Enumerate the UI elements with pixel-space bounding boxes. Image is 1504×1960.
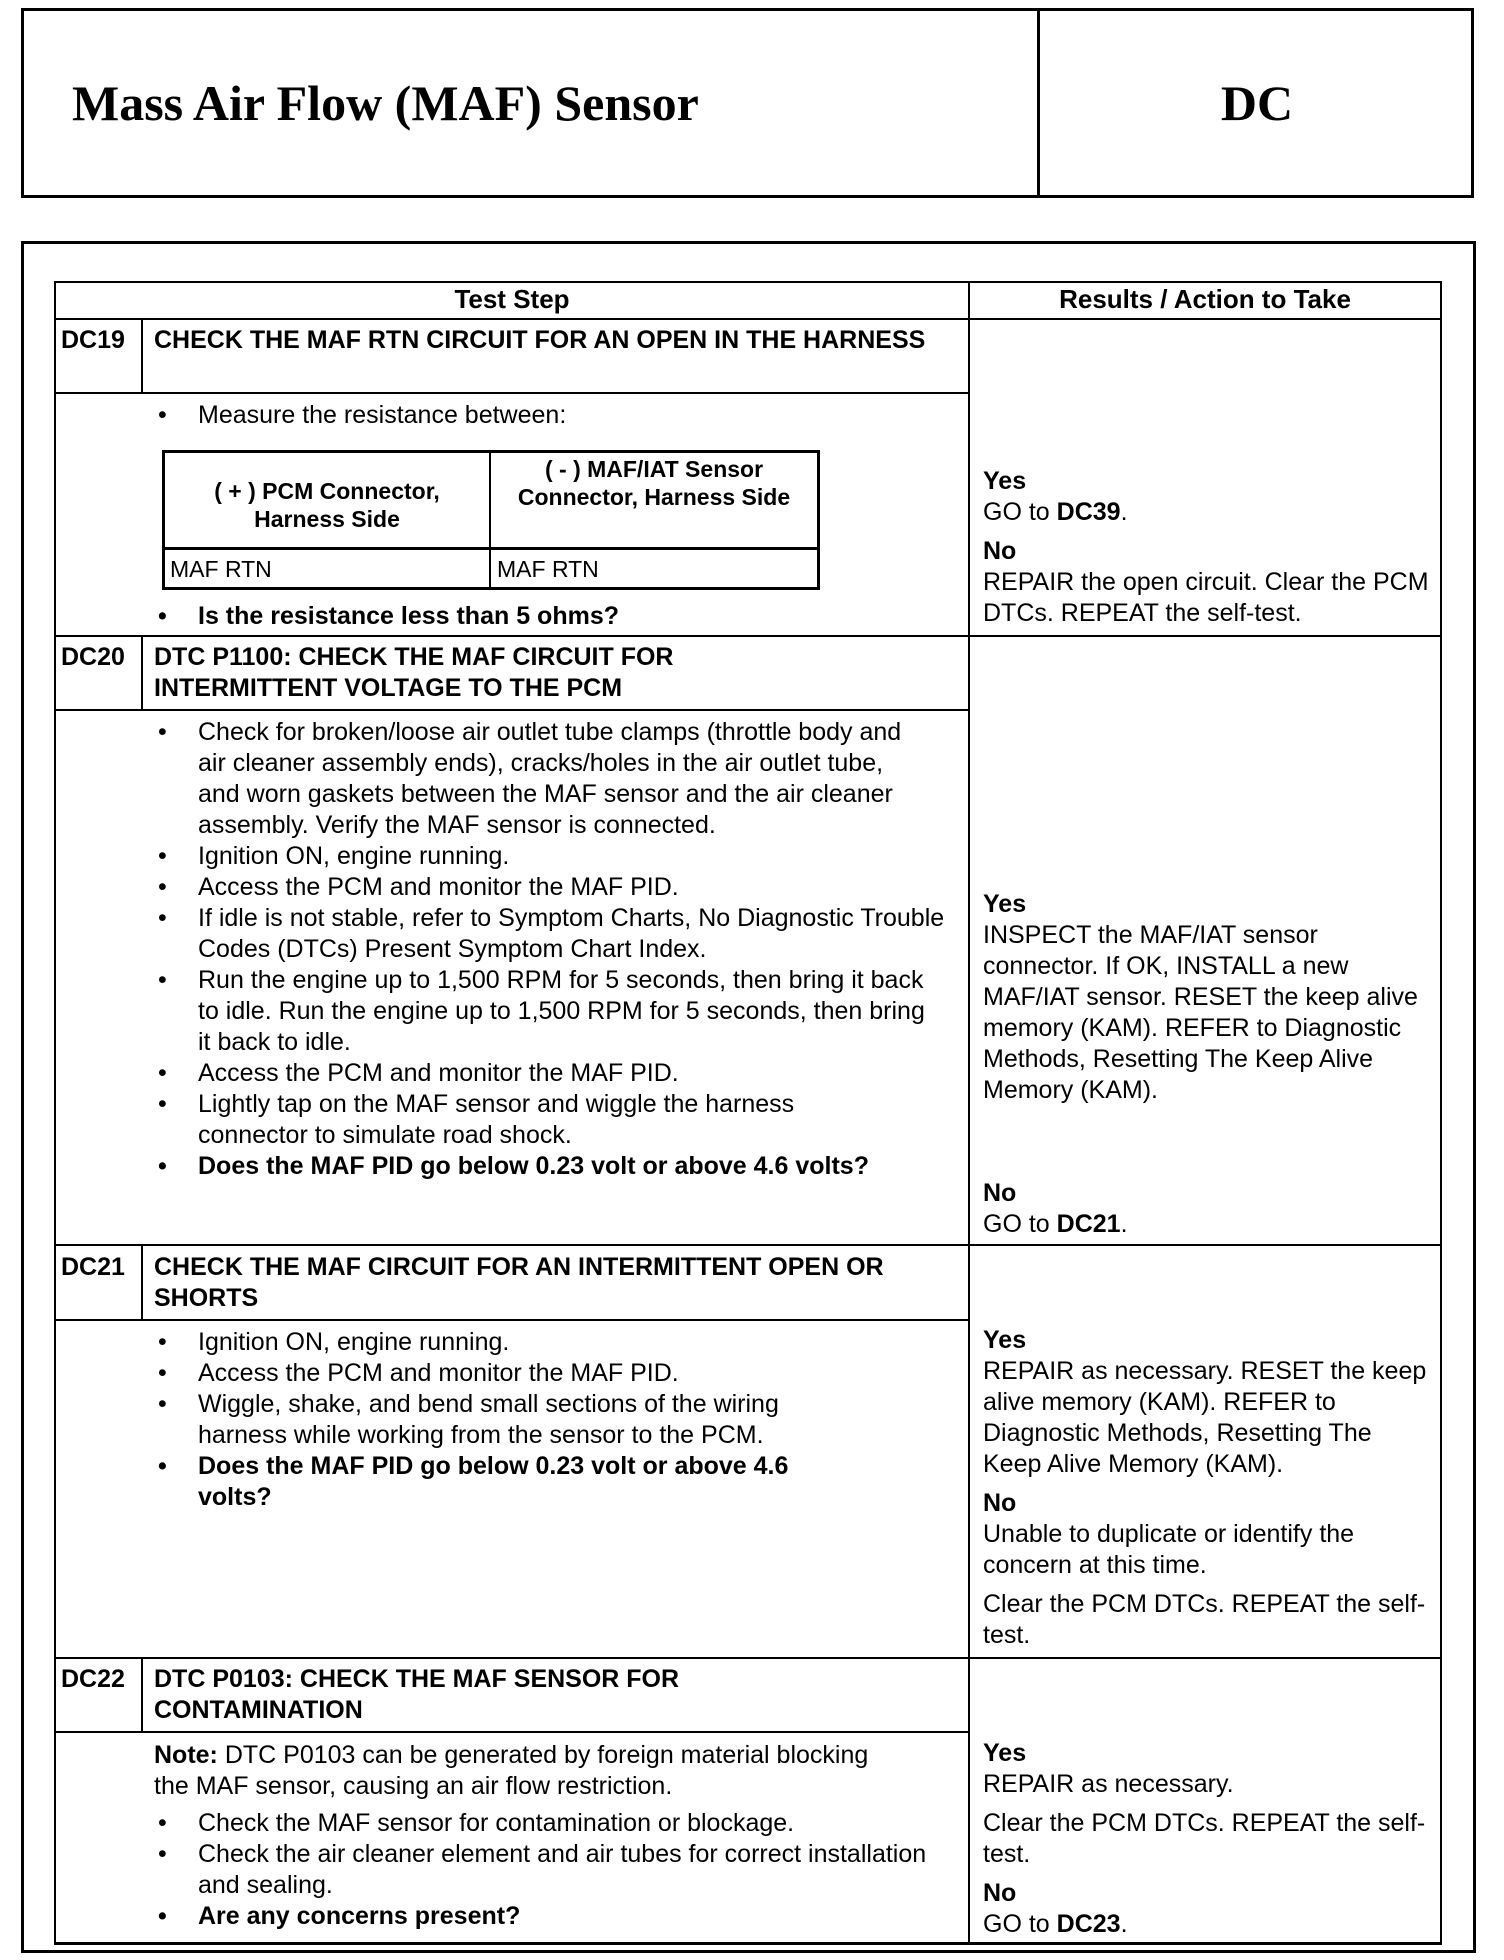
yes-text: INSPECT the MAF/IAT sensor connector. If OK, INSTALL a new MAF/IAT sensor. RESET the keep alive memory (KAM). REFER to Diagnostic Methods, Resetting The Keep Alive Memory (KAM). — [983, 921, 1418, 1104]
step-title: DTC P0103: CHECK THE MAF SENSOR FOR CONTAMINATION — [154, 1665, 680, 1724]
step-instruction: • Access the PCM and monitor the MAF PID. — [156, 1058, 966, 1089]
step-instruction: • Measure the resistance between: — [156, 400, 956, 431]
step-id: DC20 — [61, 643, 125, 671]
step-link[interactable]: DC21 — [1056, 1210, 1121, 1238]
note-text: DTC P0103 can be generated by foreign material blocking the MAF sensor, causing an air flow restriction. — [154, 1741, 869, 1800]
column-header-results: Results / Action to Take — [1059, 284, 1351, 314]
step-title: CHECK THE MAF RTN CIRCUIT FOR AN OPEN IN THE HARNESS — [154, 326, 926, 354]
note-label: Note: — [154, 1741, 218, 1769]
step-question: • Does the MAF PID go below 0.23 volt or above 4.6 volts? — [156, 1151, 966, 1182]
no-text: Unable to duplicate or identify the concern at this time. — [983, 1520, 1355, 1579]
step-link[interactable]: DC23 — [1056, 1910, 1121, 1938]
step-question: • Are any concerns present? — [156, 1901, 946, 1932]
subtable-header-pcm: ( + ) PCM Connector, Harness Side — [214, 478, 440, 532]
step-title: DTC P1100: CHECK THE MAF CIRCUIT FOR INTERMITTENT VOLTAGE TO THE PCM — [154, 643, 674, 702]
step-instruction: • If idle is not stable, refer to Symptom Charts, No Diagnostic Trouble Codes (DTCs) Present Symptom Chart Index. — [156, 903, 966, 965]
step-instruction: • Access the PCM and monitor the MAF PID. — [156, 872, 966, 903]
column-header-test-step: Test Step — [454, 284, 570, 314]
step-results-no — [983, 1178, 1433, 1248]
yes-text-2: Clear the PCM DTCs. REPEAT the self-test. — [983, 1809, 1426, 1868]
no-label: No — [983, 1179, 1017, 1207]
step-results — [983, 1738, 1435, 1948]
no-text: REPAIR the open circuit. Clear the PCM DTCs. REPEAT the self-test. — [983, 568, 1429, 627]
step-note — [154, 1740, 894, 1802]
no-label: No — [983, 1489, 1017, 1517]
step-results — [983, 889, 1435, 1114]
yes-label: Yes — [983, 890, 1027, 918]
subtable-cell: MAF RTN — [170, 556, 272, 582]
step-instruction: • Wiggle, shake, and bend small sections of the wiring harness while working from the sensor to the PCM. — [156, 1389, 916, 1451]
yes-text: REPAIR as necessary. — [983, 1770, 1234, 1798]
punct: . — [1120, 498, 1128, 526]
step-instruction: • Ignition ON, engine running. — [156, 1327, 916, 1358]
yes-label: Yes — [983, 467, 1027, 495]
yes-label: Yes — [983, 1739, 1027, 1767]
no-label: No — [983, 537, 1017, 565]
step-id: DC19 — [61, 326, 125, 354]
yes-text: GO to — [983, 498, 1057, 526]
subtable-cell: MAF RTN — [497, 556, 599, 582]
yes-text: REPAIR as necessary. RESET the keep alive memory (KAM). REFER to Diagnostic Methods, Resetting The Keep Alive Memory (KAM). — [983, 1357, 1427, 1478]
step-results — [983, 1325, 1435, 1659]
resistance-subtable — [162, 450, 820, 590]
no-label: No — [983, 1879, 1017, 1907]
section-code: DC — [1220, 75, 1294, 131]
punct: . — [1120, 1910, 1128, 1938]
step-question: • Is the resistance less than 5 ohms? — [156, 601, 956, 632]
step-instruction: • Access the PCM and monitor the MAF PID. — [156, 1358, 916, 1389]
step-instruction: • Check the air cleaner element and air tubes for correct installation and sealing. — [156, 1839, 946, 1901]
step-id: DC21 — [61, 1253, 125, 1281]
step-instruction: • Ignition ON, engine running. — [156, 841, 966, 872]
page-title: Mass Air Flow (MAF) Sensor — [72, 75, 699, 131]
step-results — [983, 466, 1433, 637]
no-text: GO to — [983, 1210, 1057, 1238]
subtable-header-sensor: ( - ) MAF/IAT Sensor Connector, Harness Side — [517, 456, 791, 510]
step-id: DC22 — [61, 1665, 125, 1693]
step-instruction: • Run the engine up to 1,500 RPM for 5 seconds, then bring it back to idle. Run the engine up to 1,500 RPM for 5 seconds, then bring it back to idle. — [156, 965, 966, 1058]
step-instruction: • Lightly tap on the MAF sensor and wiggle the harness connector to simulate road shock. — [156, 1089, 966, 1151]
punct: . — [1120, 1210, 1128, 1238]
step-title: CHECK THE MAF CIRCUIT FOR AN INTERMITTENT OPEN OR SHORTS — [154, 1253, 884, 1312]
step-link[interactable]: DC39 — [1056, 498, 1121, 526]
yes-label: Yes — [983, 1326, 1027, 1354]
step-instruction: • Check for broken/loose air outlet tube clamps (throttle body and air cleaner assembly ends), cracks/holes in the air outlet tube, and worn gaskets between the MAF sensor and the air cleaner assembly. Verify the MAF sensor is connected. — [156, 717, 966, 841]
step-question: • Does the MAF PID go below 0.23 volt or above 4.6 volts? — [156, 1451, 916, 1513]
no-text-2: Clear the PCM DTCs. REPEAT the self-test. — [983, 1590, 1426, 1649]
no-text: GO to — [983, 1910, 1057, 1938]
step-instruction: • Check the MAF sensor for contamination or blockage. — [156, 1808, 946, 1839]
